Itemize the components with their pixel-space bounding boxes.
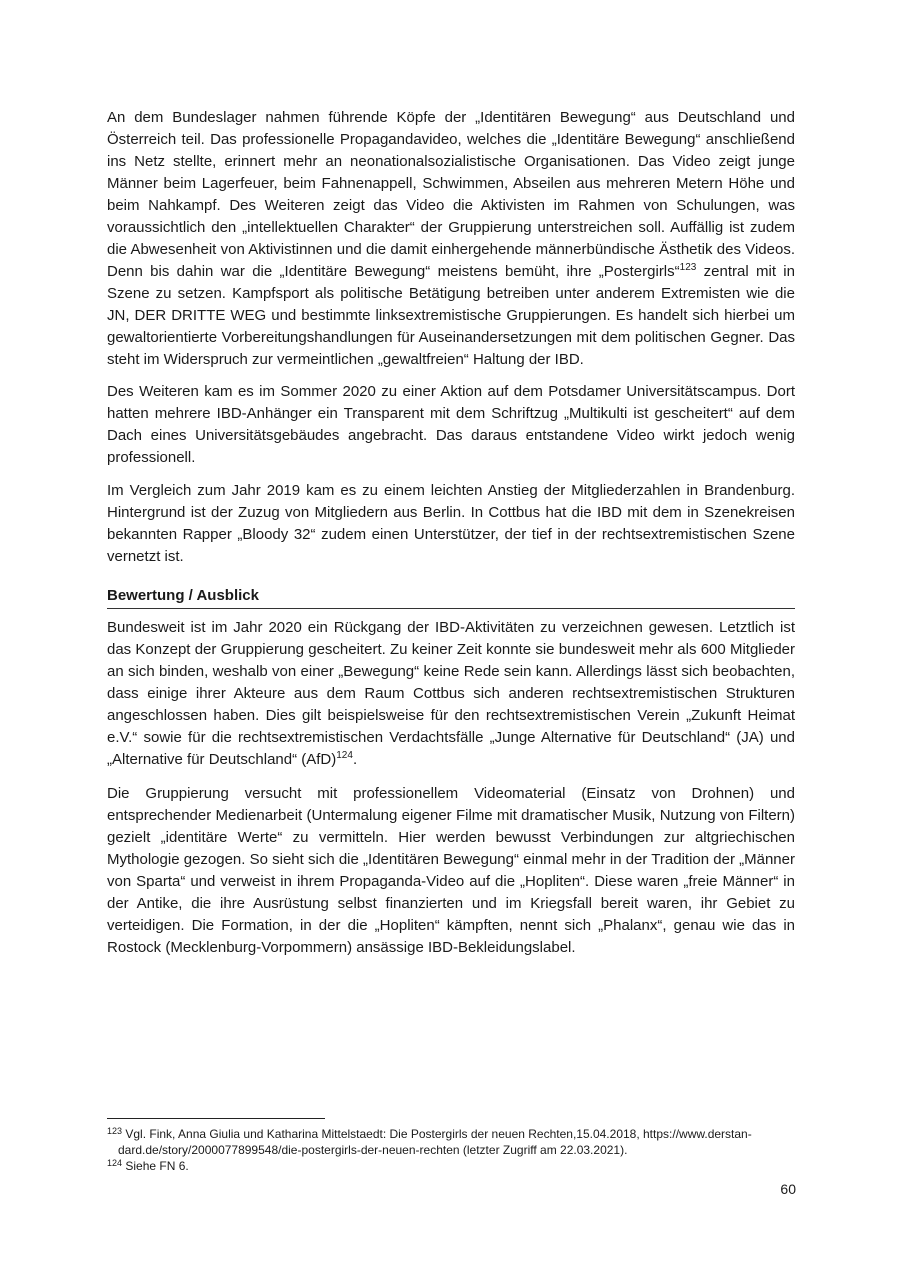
footnote-url-continuation[interactable]: dard.de/story/2000077899548/die-postergirls-der-neuen-rechten (letzter Zugriff am 22.03.2021). — [118, 1143, 628, 1157]
section-heading-bewertung: Bewertung / Ausblick — [107, 585, 795, 609]
footnote-123 — [107, 1126, 795, 1158]
paragraph-text: An dem Bundeslager nahmen führende Köpfe der „Identitären Bewegung“ aus Deutschland und Österreich teil. Das professionelle Propagandavideo, welches die „Identitäre Bewegung“ anschließend ins Netz stellte, erinnert mehr an neonationalsozialistische Organisationen. Das Video zeigt junge Männer beim Lagerfeuer, beim Fahnenappell, Schwimmen, Abseilen aus mehreren Metern Höhe und beim Nahkampf. Des Weiteren zeigt das Video die Aktivisten im Rahmen von Schulungen, was voraussichtlich den „intellektuellen Charakter“ der Gruppierung unterstreichen soll. Auffällig ist zudem die Abwesenheit von Aktivistinnen und die damit einhergehende männerbündische Ästhetik des Videos. Denn bis dahin war die „Identitäre Bewegung“ meistens bemüht, ihre „Postergirls“ — [107, 109, 795, 280]
footnote-text: Vgl. Fink, Anna Giulia und Katharina Mittelstaedt: Die Postergirls der neuen Rechten,15.04.2018, https://www.derstan- — [122, 1127, 752, 1141]
footnotes — [107, 1126, 795, 1174]
footnote-reference-124[interactable]: 124 — [336, 750, 353, 761]
paragraph-bundesweit — [107, 617, 795, 771]
paragraph-universitaetscampus: Des Weiteren kam es im Sommer 2020 zu einer Aktion auf dem Potsdamer Universitätscampus. Dort hatten mehrere IBD-Anhänger ein Transparent mit dem Schriftzug „Multikulti ist gescheitert“ auf dem Dach eines Universitätsgebäudes angebracht. Das daraus entstandene Video wirkt jedoch wenig professionell. — [107, 383, 795, 466]
paragraph-text: Bundesweit ist im Jahr 2020 ein Rückgang der IBD-Aktivitäten zu verzeichnen gewesen. Letztlich ist das Konzept der Gruppierung gescheitert. Zu keiner Zeit konnte sie bundesweit mehr als 600 Mitglieder an sich binden, weshalb von einer „Bewegung“ keine Rede sein kann. Allerdings lässt sich beobachten, dass einige ihrer Akteure aus dem Raum Cottbus sich anderen rechtsextremistischen Strukturen angeschlossen haben. Dies gilt beispielsweise für den rechtsextremistischen Verein „Zukunft Heimat e.V.“ sowie für die rechtsextremistischen Verdachtsfälle „Junge Alternative für Deutschland“ (JA) und „Alternative für Deutschland“ (AfD) — [107, 619, 795, 768]
footnote-number: 124 — [107, 1158, 123, 1168]
paragraph-text: . — [352, 751, 358, 768]
footnote-number: 123 — [107, 1126, 123, 1136]
footnote-124 — [107, 1158, 795, 1174]
footnote-text: Siehe FN 6. — [122, 1159, 189, 1173]
footnote-divider — [107, 1118, 325, 1119]
paragraph-videomaterial: Die Gruppierung versucht mit professionellem Videomaterial (Einsatz von Drohnen) und entsprechender Medienarbeit (Untermalung eigener Filme mit dramatischer Musik, Nutzung von Filtern) gezielt „identitäre Werte“ zu vermitteln. Hier werden bewusst Verbindungen zur altgriechischen Mythologie gezogen. So sieht sich die „Identitären Bewegung“ einmal mehr in der Tradition der „Männer von Sparta“ und verweist in ihrem Propaganda-Video auf die „Hopliten“. Diese waren „freie Männer“ in der Antike, die ihre Ausrüstung selbst finanzierten und im Kriegsfall bereit waren, ihr Gebiet zu verteidigen. Die Formation, in der die „Hopliten“ kämpften, nennt sich „Phalanx“, genau wie das in Rostock (Mecklenburg-Vorpommern) ansässige IBD-Bekleidungslabel. — [107, 785, 795, 956]
page-number: 60 — [780, 1181, 796, 1197]
footnote-reference-123[interactable]: 123 — [679, 262, 697, 273]
paragraph-mitgliederzahlen: Im Vergleich zum Jahr 2019 kam es zu einem leichten Anstieg der Mitgliederzahlen in Brandenburg. Hintergrund ist der Zuzug von Mitgliedern aus Berlin. In Cottbus hat die IBD mit dem in Szenekreisen bekannten Rapper „Bloody 32“ zudem einen Unterstützer, der tief in der rechtsextremistischen Szene vernetzt ist. — [107, 482, 795, 565]
paragraph-bundeslager — [107, 107, 795, 371]
paragraph-text: zentral mit in Szene zu setzen. Kampfsport als politische Betätigung betreiben unter anderem Extremisten wie die JN, DER DRITTE WEG und bestimmte linksextremistische Gruppierungen. Es handelt sich hierbei um gewaltorientierte Vorbereitungshandlungen für Auseinandersetzungen mit dem politischen Gegner. Das steht im Widerspruch zur vermeintlichen „gewaltfreien“ Haltung der IBD. — [107, 263, 795, 368]
